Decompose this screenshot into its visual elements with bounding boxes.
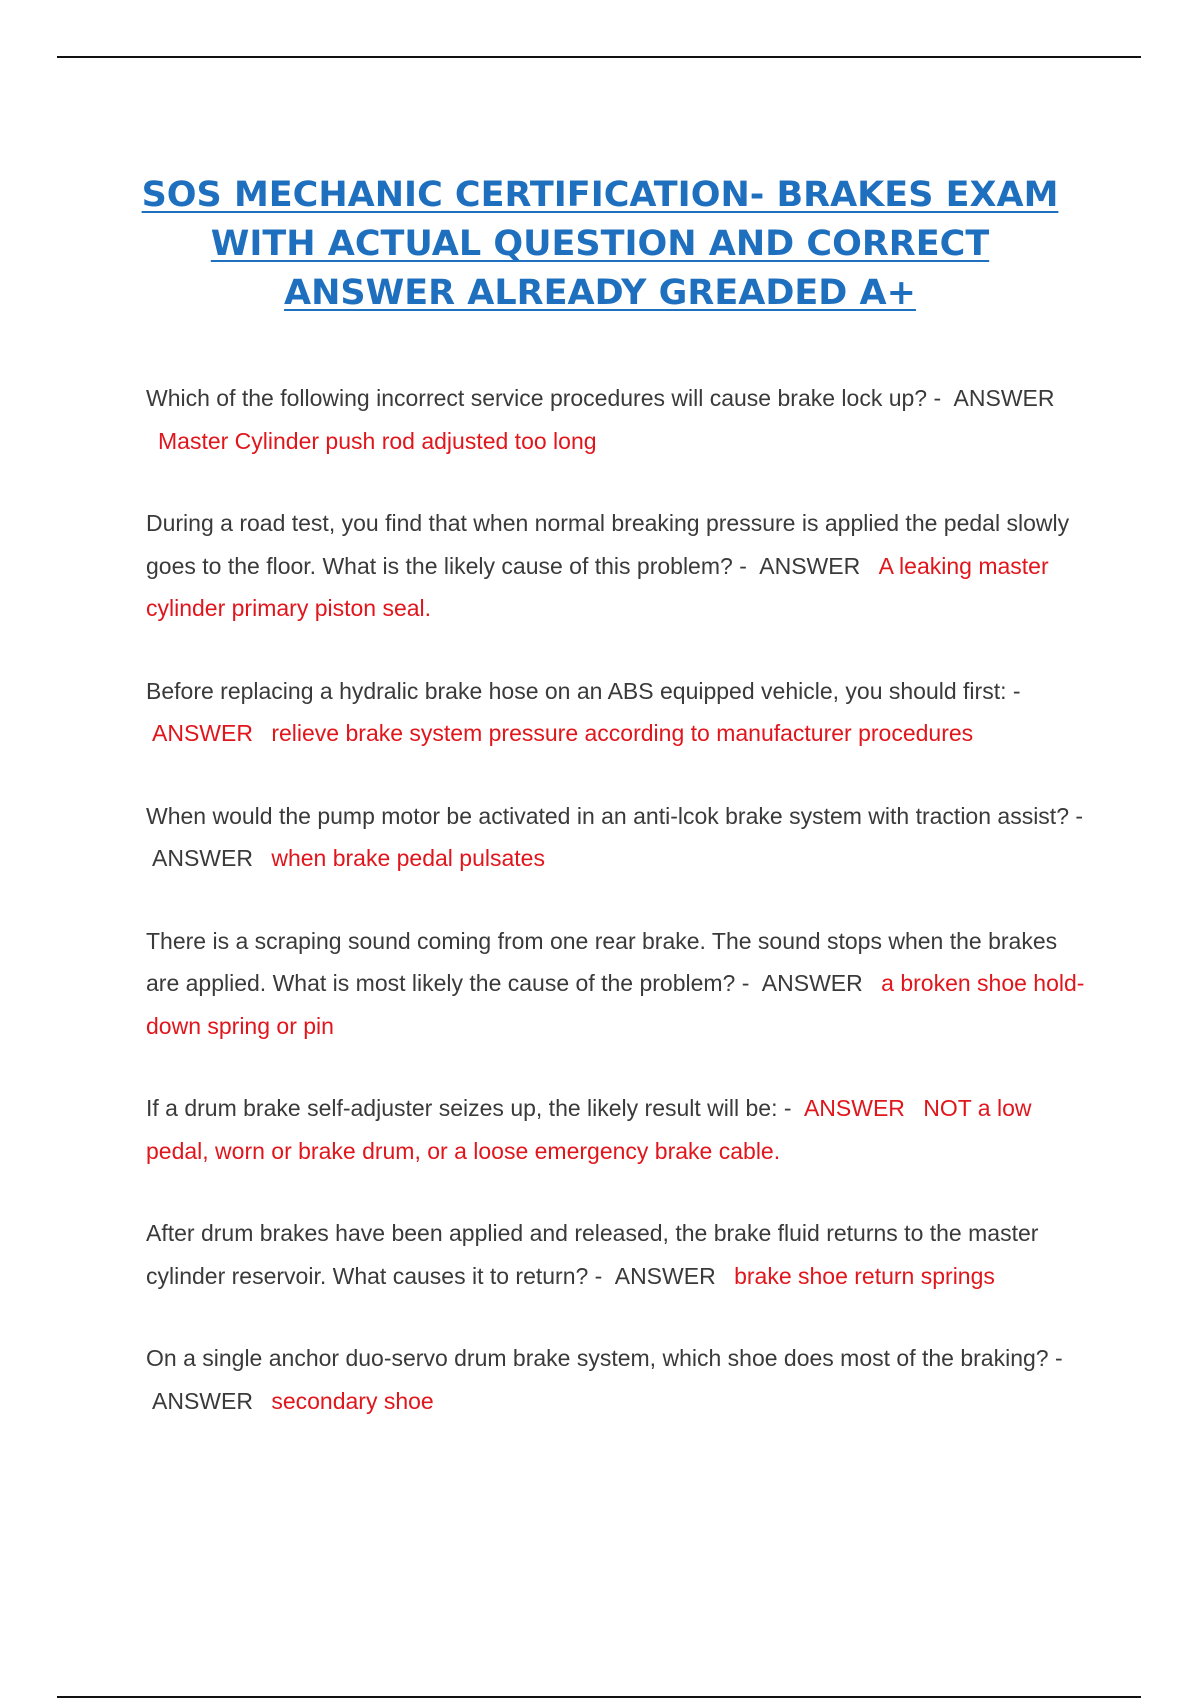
qa-list — [146, 354, 1086, 1462]
qa-item-3 — [146, 670, 1086, 755]
question-text: Before replacing a hydralic brake hose on an ABS equipped vehicle, you should first: - — [146, 677, 1021, 704]
bottom-rule — [57, 1696, 1141, 1698]
question-text: During a road test, you find that when normal breaking pressure is applied the pedal slowly goes to the floor. What is the likely cause of this problem? - — [146, 510, 1070, 579]
answer-text: when brake pedal pulsates — [271, 845, 545, 871]
answer-label: ANSWER — [803, 1095, 905, 1121]
answer-text: secondary shoe — [271, 1387, 434, 1414]
question-text: When would the pump motor be activated in an anti-lcok brake system with traction assist? - — [146, 802, 1084, 829]
answer-text: NOT a low pedal, worn or brake drum, or a loose emergency brake cable. — [146, 1095, 1032, 1164]
qa-item-4 — [146, 795, 1086, 880]
document-title: SOS MECHANIC CERTIFICATION- BRAKES EXAM WITH ACTUAL QUESTION AND CORRECT ANSWER ALREADY GREADED A+ — [141, 175, 1059, 314]
qa-item-8 — [146, 1337, 1086, 1422]
qa-item-7 — [146, 1212, 1086, 1297]
qa-item-6 — [146, 1087, 1086, 1172]
question-text: On a single anchor duo-servo drum brake system, which shoe does most of the braking? - — [146, 1345, 1063, 1371]
answer-label: ANSWER — [761, 970, 863, 996]
answer-text: a broken shoe hold-down spring or pin — [146, 970, 1085, 1039]
answer-text: brake shoe return springs — [734, 1262, 995, 1289]
qa-item-1 — [146, 377, 1086, 462]
answer-text: A leaking master cylinder primary piston seal. — [146, 552, 1049, 621]
question-text: If a drum brake self-adjuster seizes up, the likely result will be: - — [146, 1095, 792, 1121]
answer-text: relieve brake system pressure according to manufacturer procedures — [271, 720, 974, 746]
qa-item-5 — [146, 920, 1086, 1048]
question-text: After drum brakes have been applied and released, the brake fluid returns to the master cylinder reservoir. What causes it to return? - — [146, 1220, 1039, 1289]
qa-item-2 — [146, 502, 1086, 630]
answer-label: ANSWER — [152, 1387, 253, 1414]
answer-label: ANSWER — [152, 845, 253, 871]
answer-label: ANSWER — [953, 385, 1055, 411]
question-text: There is a scraping sound coming from one rear brake. The sound stops when the brakes are applied. What is most likely the cause of the problem? - — [146, 927, 1058, 996]
answer-label: ANSWER — [614, 1262, 716, 1289]
question-text: Which of the following incorrect service procedures will cause brake lock up? - — [146, 385, 942, 411]
top-rule — [57, 56, 1141, 58]
answer-label: ANSWER — [759, 552, 861, 579]
answer-label: ANSWER — [152, 720, 253, 746]
answer-text: Master Cylinder push rod adjusted too long — [158, 427, 597, 454]
